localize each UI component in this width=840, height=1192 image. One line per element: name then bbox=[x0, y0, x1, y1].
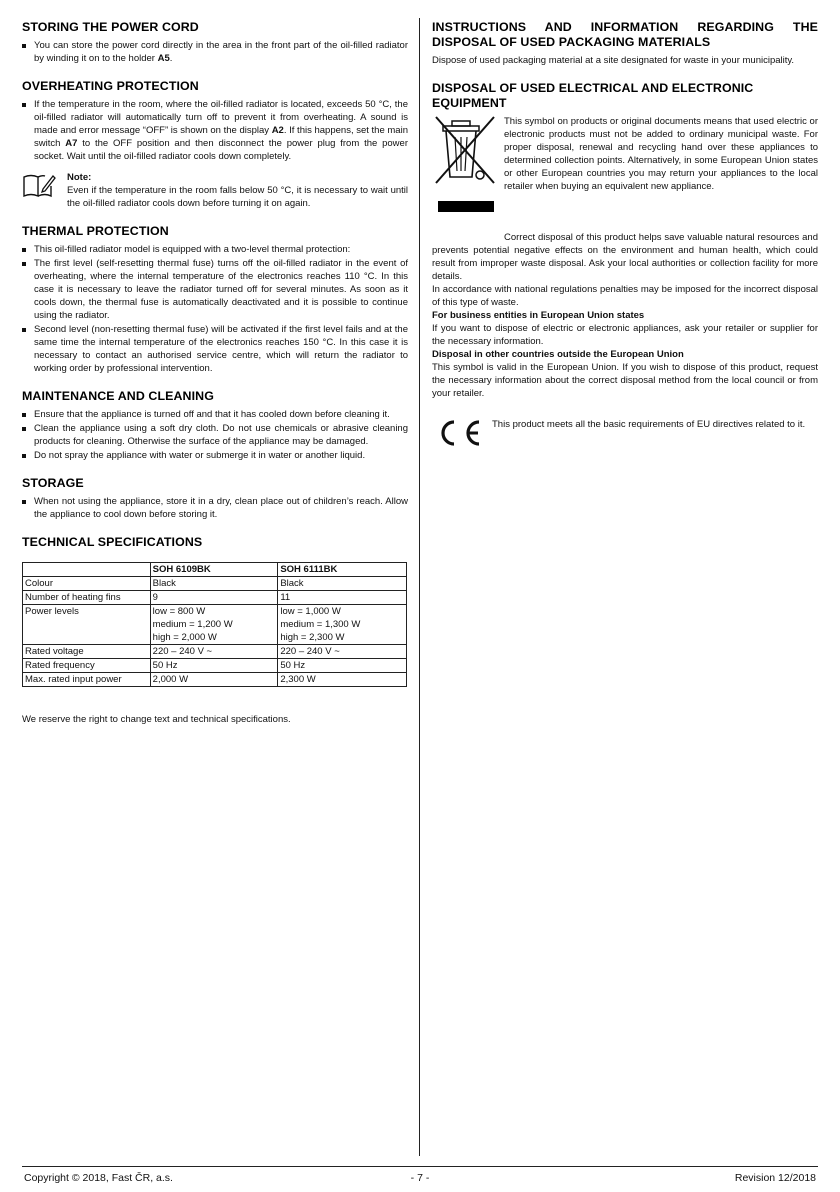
spec-table bbox=[22, 562, 407, 687]
book-note-icon bbox=[22, 173, 56, 204]
tech-spec-heading: TECHNICAL SPECIFICATIONS bbox=[22, 535, 203, 549]
maintenance-heading: MAINTENANCE AND CLEANING bbox=[22, 389, 214, 403]
storage-heading: STORAGE bbox=[22, 476, 84, 490]
list-item: Second level (non-resetting thermal fuse) will be activated if the first level fails and at the same time the internal temperature of the electronics reaches 150 °C. In this case it is necessary to contact an authorised service centre, which will return the radiator to working order by professional intervention. bbox=[22, 323, 408, 375]
table-row: Number of heating fins 9 11 bbox=[23, 591, 407, 605]
table-row: Max. rated input power 2,000 W 2,300 W bbox=[23, 673, 407, 687]
packaging-text: Dispose of used packaging material at a site designated for waste in your municipality. bbox=[432, 55, 795, 66]
note-title: Note: bbox=[67, 172, 92, 183]
list-item: If the temperature in the room, where the oil-filled radiator is located, exceeds 50 °C, the oil-filled radiator will automatically turn off to prevent it from overheating. A sound is made and error message “OFF” is shown on the display A2. If this happens, set the main switch A7 to the OFF position and then disconnect the power plug from the power socket. Wait until the oil-filled radiator cools down completely. bbox=[22, 98, 408, 163]
outside-eu-heading: Disposal in other countries outside the European Union bbox=[432, 349, 684, 360]
ce-text: This product meets all the basic requirements of EU directives related to it. bbox=[492, 419, 806, 430]
list-item: The first level (self-resetting thermal fuse) turns off the oil-filled radiator in the event of overheating, where the internal temperature of the electronics reaches 110 °C. In this case it is necessary to leave the radiator turned off for several minutes. As soon as it cools down, the thermal fuse is automatically deactivated and it is possible to continue using the radiator. bbox=[22, 257, 408, 322]
weee-text-3: In accordance with national regulations penalties may be imposed for the incorrect disposal of this type of waste. bbox=[432, 284, 818, 308]
table-header-cell: SOH 6109BK bbox=[150, 563, 278, 577]
ce-mark-icon bbox=[432, 418, 482, 453]
footer-copyright: Copyright © 2018, Fast ČR, a.s. bbox=[24, 1172, 173, 1184]
note-box bbox=[22, 171, 408, 210]
list-item: Do not spray the appliance with water or submerge it in water or another liquid. bbox=[22, 449, 408, 462]
note-text: Even if the temperature in the room falls below 50 °C, it is necessary to wait until the oil-filled radiator cools down before turning it on again. bbox=[67, 185, 408, 209]
weee-text-2: Correct disposal of this product helps save valuable natural resources and prevents potential negative effects on the environment and human health, which could result from improper waste disposal. Ask your local authorities or collection facility for more details. bbox=[432, 232, 818, 282]
list-item: Ensure that the appliance is turned off and that it has cooled down before cleaning it. bbox=[22, 408, 408, 421]
list-item: When not using the appliance, store it in a dry, clean place out of children’s reach. Allow the appliance to cool down before storing it. bbox=[22, 495, 408, 521]
table-row: Rated frequency 50 Hz 50 Hz bbox=[23, 659, 407, 673]
thermal-list bbox=[22, 243, 408, 375]
table-row: Rated voltage 220 – 240 V ~ 220 – 240 V ~ bbox=[23, 645, 407, 659]
thermal-heading: THERMAL PROTECTION bbox=[22, 224, 169, 238]
list-item: This oil-filled radiator model is equipped with a two-level thermal protection: bbox=[22, 243, 408, 256]
storing-cord-list bbox=[22, 39, 408, 65]
business-heading: For business entities in European Union states bbox=[432, 310, 645, 321]
left-column bbox=[22, 20, 408, 726]
overheating-list bbox=[22, 98, 408, 163]
footer-revision: Revision 12/2018 bbox=[734, 1172, 816, 1184]
crossed-bin-icon bbox=[432, 115, 498, 222]
column-divider bbox=[419, 18, 420, 1156]
overheating-heading: OVERHEATING PROTECTION bbox=[22, 79, 199, 93]
storage-list bbox=[22, 495, 408, 521]
list-item: Clean the appliance using a soft dry cloth. Do not use chemicals or abrasive cleaning products for cleaning. Otherwise the surface of the appliance may be damaged. bbox=[22, 422, 408, 448]
list-item: You can store the power cord directly in the area in the front part of the oil-filled radiator by winding it on to the holder A5. bbox=[22, 39, 408, 65]
weee-block bbox=[432, 115, 818, 233]
outside-eu-text: This symbol is valid in the European Union. If you wish to dispose of this product, request the necessary information about the correct disposal method from the local council or from your retailer. bbox=[432, 362, 818, 399]
weee-text-1: This symbol on products or original documents means that used electric or electronic products must not be added to ordinary municipal waste. For proper disposal, renewal and recycling hand over these appliances to determined collection points. Alternatively, in some European Union states or other European countries you may return your appliances to the local retailer when buying an equivalent new appliance. bbox=[504, 116, 818, 192]
table-row: Power levels low = 800 W medium = 1,200 W high = 2,000 W low = 1,000 W medium = 1,300 W high = 2,300 W bbox=[23, 605, 407, 645]
ce-block bbox=[432, 418, 818, 448]
table-header-row bbox=[23, 563, 407, 577]
reserve-note: We reserve the right to change text and technical specifications. bbox=[22, 714, 291, 725]
table-row: Colour Black Black bbox=[23, 577, 407, 591]
footer-divider bbox=[22, 1166, 818, 1167]
storing-cord-heading: STORING THE POWER CORD bbox=[22, 20, 199, 34]
table-header-cell: SOH 6111BK bbox=[278, 563, 407, 577]
weee-heading: DISPOSAL OF USED ELECTRICAL AND ELECTRONIC EQUIPMENT bbox=[432, 81, 754, 110]
page-number: - 7 - bbox=[410, 1172, 430, 1184]
business-text: If you want to dispose of electric or electronic appliances, ask your retailer or supplier for the necessary information. bbox=[432, 323, 818, 347]
right-column bbox=[432, 20, 818, 448]
maintenance-list bbox=[22, 408, 408, 462]
packaging-heading: INSTRUCTIONS AND INFORMATION REGARDING THE DISPOSAL OF USED PACKAGING MATERIALS bbox=[432, 20, 818, 49]
